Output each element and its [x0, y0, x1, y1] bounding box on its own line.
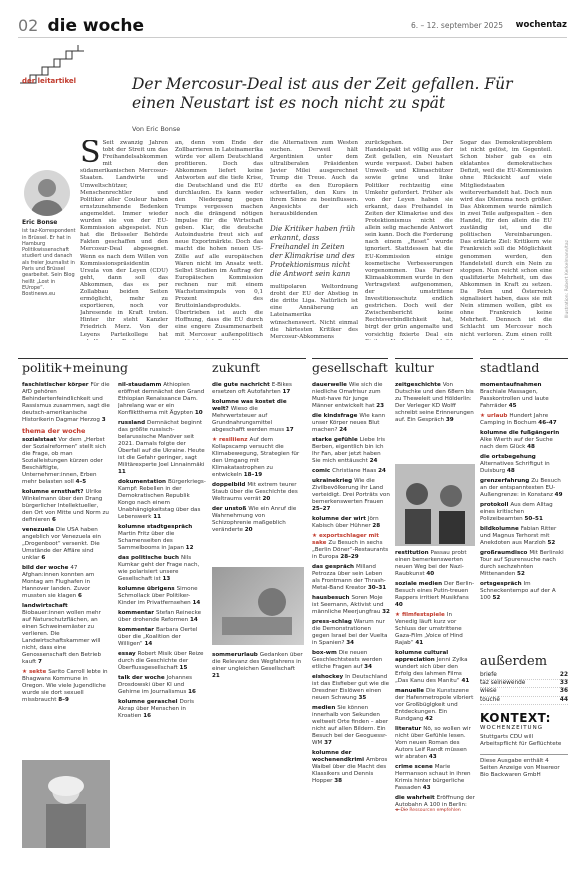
toc-item-page: 10 [194, 410, 203, 416]
toc-item-title: faschistischer körper [22, 382, 91, 388]
toc-item-text: Vor dem „Herbst der Sozialreformen“ stellt sich die Frage, ob man Sozialleistungen kürzen oder Beschäftigte, Unternehmer:innen, Erben mehr belasten soll [22, 437, 107, 485]
section-zukunft[interactable]: zukunft [212, 360, 260, 375]
toc-item-text: Biobauer:innen wollen mehr auf Naturschutzflächen, an einen Schweinemäster zu verlieren. Die Landwirtschaftskammer will nicht, dass eine Genossenschaft den Betrieb kauft [22, 610, 101, 665]
toc-item[interactable] [22, 437, 110, 486]
toc-item-text: Stefan Reinecke über drohende Reformen [118, 610, 202, 623]
toc-item-title: crime scene [395, 764, 435, 770]
brand-logo: wochentaz [515, 20, 567, 30]
toc-item-page: 4–5 [75, 479, 87, 485]
toc-item-title: ★ filmfestspiele [395, 612, 447, 618]
toc-item-text: Sarito Carroll lebte in Bhagwans Kommune in Oregon. Wie viele Jugendliche wurde sie dort sexuell missbraucht [22, 669, 108, 703]
toc-item-title: die kindsfrage [312, 413, 360, 419]
page-number: 02 [18, 16, 39, 35]
toc-item-title: russland [118, 420, 148, 426]
toc-item[interactable] [395, 612, 475, 647]
toc-item[interactable] [312, 750, 390, 785]
toc-item-text: Nils Kumkar geht der Frage nach, wie polarisiert unsere Gesellschaft ist [118, 555, 200, 582]
toc-item-page: 52 [547, 540, 556, 546]
toc-item-page: 24 [339, 427, 348, 433]
kontext-subtitle: WOCHENZEITUNG [480, 724, 543, 731]
toc-item-title: die gute nachricht [212, 382, 272, 388]
toc-item-title: kolumne der wirt [312, 516, 368, 522]
toc-item[interactable] [480, 526, 568, 547]
toc-item-text: Wie ein Anruf die Wahrnehmung von Schizophrenie maßgeblich veränderte [212, 506, 297, 533]
toc-item-text: Wie die Zivilbevölkerung ihr Land verteidigt. Drei Porträts von bemerkenswerten Frauen [312, 478, 390, 505]
index-label: taz seinewende [480, 680, 526, 687]
toc-item-page: 43 [422, 785, 431, 791]
politik-column-1 [22, 382, 110, 822]
toc-item-page: 28–29 [340, 554, 359, 560]
toc-item[interactable] [118, 586, 206, 607]
toc-item[interactable] [118, 627, 206, 648]
toc-item-title: momentaufnahmen [480, 382, 542, 388]
index-row[interactable] [480, 680, 568, 688]
toc-item[interactable] [312, 516, 390, 530]
toc-item[interactable] [480, 413, 568, 427]
toc-item-page: 30–31 [367, 585, 387, 591]
article-body [80, 140, 552, 340]
toc-item[interactable] [312, 619, 390, 647]
toc-item-page: 45 [508, 403, 517, 409]
toc-item-page: 17 [282, 389, 291, 395]
toc-item[interactable] [118, 610, 206, 624]
toc-item-page: 34 [364, 664, 372, 670]
politik-image [22, 760, 110, 848]
toc-item-page: 40 [395, 602, 403, 608]
insert-note: Diese Ausgabe enthält 4 Seiten Anzeige von Misereor Bio Backwaren GmbH [480, 754, 568, 779]
toc-item-title: ukrainekrieg [312, 478, 355, 484]
toc-item[interactable] [22, 527, 110, 562]
toc-item[interactable] [395, 764, 475, 792]
toc-item-title: restitution [395, 550, 431, 556]
toc-item-page: 42 [425, 716, 433, 722]
toc-item-text: Zu Besuch in sechs „Berlin Döner“-Restaurants in Europa [312, 540, 389, 560]
toc-item-text: Ulrike Winkelmann über den Drang bürgerlicher Intellektueller, den Ort von Mitte und Norm zu definieren [22, 489, 109, 523]
article-text-3b: multipolaren Weltordnung droht der EU der Abstieg in die dritte Liga. Natürlich ist eine Annäherung an Lateinamerika wünschenswert. Nicht einmal die härtesten Kritiker des Mercosur-Abkommens [270, 284, 358, 340]
toc-item-text: In Venedig läuft kurz vor Schluss der umstrittene Gaza-Film „Voice of Hind Rajab“ [395, 612, 463, 646]
toc-item[interactable] [22, 603, 110, 666]
toc-item-title: großraumdisco [480, 550, 530, 556]
toc-item-page: 13 [162, 576, 171, 582]
toc-item-page: 20 [262, 496, 271, 502]
toc-item-title: medien [312, 705, 338, 711]
toc-item[interactable] [395, 726, 475, 761]
toc-item-text: Aus dem Alltag eines kritischen Polizeibeamten [480, 502, 553, 522]
toc-item-text: Robert Misik über Reize durch die Geschichte der Überflussgesellschaft [118, 651, 204, 671]
toc-item-title: ortsgespräch [480, 581, 524, 587]
toc-item[interactable] [22, 565, 110, 600]
stadtland-column [480, 382, 568, 642]
toc-item[interactable] [312, 437, 390, 465]
toc-item[interactable] [395, 382, 475, 424]
toc-item-title: kommentar [118, 627, 157, 633]
issue-date: 6. – 12. september 2025 [410, 21, 503, 30]
thema-label: thema der woche [22, 427, 86, 435]
toc-item-page: 24 [378, 468, 386, 474]
index-label: touché [480, 696, 500, 703]
toc-item-title: hausbesuch [312, 595, 352, 601]
toc-item[interactable] [212, 382, 304, 396]
leitartikel-kicker: der leitartikel [22, 77, 77, 85]
toc-item-title: sommerurlaub [212, 652, 260, 658]
author-box [22, 220, 76, 298]
toc-item-title: press-schlag [312, 619, 354, 625]
toc-item-page: 12 [185, 545, 194, 551]
toc-item-title: der unstoß [212, 506, 249, 512]
article-text-4: zurückgehen. Der Handelspakt ist völlig aus der Zeit gefallen, ein Neustart wurde verpasst. Dabei haben Umwelt- und Klimaschützer sowie grüne und linke Politiker rechtzeitig eine Umkehr gefordert. Früher als von der Leyen haben sie erkannt, dass Freihandel in Zeiten der Klimakrise und des Protektionismus nicht die allein selig machende Antwort sein kann. Doch die Forderung nach einem „Reset“ wurde ignoriert. Stattdessen hat die EU-Kommission einige kosmetische Verbesserungen vorgenommen. Das Pariser Klimaabkommen wurde in den Vertragstext aufgenommen, der umstrittene Investitionsschutz endlich gestrichen. Doch weil der Zwischenbericht keine Rechtsverbindlichkeit hat, birgt der grün angemalte und vorsichtig fixierte Deal ein [365, 140, 453, 338]
zukunft-column-2 [212, 652, 304, 712]
toc-item-text: Gedanken über die Relevanz des Wegfahrens in einer ungleichen Gesellschaft [212, 652, 303, 672]
toc-item[interactable] [22, 382, 110, 424]
toc-item-title: ★ sekte [22, 669, 49, 675]
toc-item[interactable] [480, 478, 568, 499]
toc-item-title: bildkolumne [480, 526, 521, 532]
kultur-column-1 [395, 382, 475, 462]
toc-item[interactable] [395, 650, 475, 685]
toc-item-text: Alternatives Schriftgut in Duisburg [480, 461, 550, 474]
toc-item-text: Die USA haben angeblich vor Venezuela ein „Drogenboot“ versenkt. Die Umstände der Affäre sind unklar [22, 527, 101, 561]
toc-item[interactable] [395, 688, 475, 723]
kontext-logo: KONTEXT: [480, 710, 551, 725]
toc-item-text: Wieso die Mehrwertsteuer auf Grundnahrungsmittel abgeschafft werden muss [212, 406, 286, 433]
toc-item-page: 18–19 [243, 472, 263, 478]
toc-item-text: Martin Fritz über die Schamenseiten des Sammelbooms in Japan [118, 531, 186, 551]
toc-item-title: kolumne geraschel [118, 699, 180, 705]
toc-item-text: Sie können innerhalb von Sekunden weltweit Orte finden – aber nicht auf allen Bildern. Ein Besuch bei der Geoguessr-WM [312, 705, 389, 746]
toc-item-page: 43 [428, 754, 437, 760]
toc-item[interactable] [480, 454, 568, 475]
toc-item-text: Auf dem Kollapscamp versucht die Klimabewegung, Strategien für den Umgang mit Klimakatastrophen zu entwickeln [212, 437, 300, 478]
toc-item-title: sozialstaat [22, 437, 59, 443]
toc-item[interactable] [118, 699, 206, 720]
toc-item-text: Im Schneckentempo auf der A 100 [480, 581, 556, 601]
toc-item-page: 11 [118, 469, 126, 475]
section-title: die woche [47, 16, 144, 36]
toc-item-page: 41 [461, 678, 470, 684]
toc-item-page: 25–27 [312, 506, 331, 512]
index-page: 36 [559, 688, 568, 695]
toc-item-title: essay [118, 651, 138, 657]
toc-item-page: 14 [189, 617, 198, 623]
toc-item-text: Brachiale Massagen, Passkontrollen und laute Fahrräder [480, 389, 549, 409]
toc-item[interactable] [118, 420, 206, 476]
toc-item-title: kolumne stadtgespräch [118, 524, 193, 530]
toc-item-page: 52 [517, 571, 525, 577]
toc-item-page: 20 [244, 527, 253, 533]
toc-item-text: Passau probt einen bemerkenswerten neuen Weg bei der Nazi-Raubkunst [395, 550, 467, 577]
toc-item-title: kolumne ernsthaft? [22, 489, 86, 495]
toc-item-page: 46–47 [538, 420, 557, 426]
toc-item-text: Von Dutschke und den 68ern bis zu Theweleit und Hölderlin: Der Verleger KD Wolff schreibt seine Erinnerungen auf. Ein Gespräch [395, 382, 474, 423]
toc-item-title: ★ exportschlager mit sake [312, 533, 379, 546]
toc-item-title: kolumne was kostet die welt? [212, 399, 287, 412]
toc-item-title: bild der woche [22, 565, 71, 571]
ausserdem-box [480, 650, 568, 782]
article-text-1: Seit zwanzig Jahren tobt der Streit um das Freihandelsabkommen mit den südamerikanischen Mercosur-Staaten. Landwirte und Umweltschützer, Menschenrechtler und Politiker aller Couleur haben ernstzunehmende Bedenken angemeldet. Immer wieder wurden sie von der EU-Kommission abgespeist. Nun hat die Brüsseler Behörde Fakten geschaffen und den Mercosur-Deal abgesegnet. Wenn es nach dem Willen von Kommissionspräsidentin Ursula von der Leyen (CDU) geht, dann soll das Abkommen, das es per Zollabbau beiden Seiten ermöglicht, mehr zu exportieren, noch vor Jahresende in Kraft treten. Hinter ihr steht Kanzler Friedrich Merz. Von der Leyens Parteikollege hat [80, 140, 168, 338]
toc-item-title: das politische buch [118, 555, 181, 561]
section-gesellschaft[interactable]: gesellschaft [312, 360, 388, 375]
toc-item-page: 52 [492, 595, 501, 601]
page-header [18, 16, 567, 38]
toc-item-text: Soren Moje ist Seemann, Aktivist und männliche Meerjungfrau [312, 595, 384, 615]
toc-item-page: 28 [372, 523, 381, 529]
article-text-5: Sogar das Demokratieproblem ist nicht gelöst, im Gegenteil. Schon bisher gab es ein eklatantes demokratisches Defizit, weil die EU-Kommission ohne Rücksicht auf viele Mitgliedstaaten weiterverhandelt hat. Doch nun wird das Dilemma noch größer. Das Abkommen wurde nämlich in zwei Teile aufgespalten – den Handel, für den allein die EU zuständig ist, und die politischen Vereinbarungen. Das erklärte Ziel: Kritikern wie Frankreich soll die Möglichkeit genommen werden, den Handelsteil durch ein Nein zu stoppen. Nun reicht schon eine qualifizierte Mehrheit, um das Abkommen in Kraft zu setzen. Da Polen und Österreich signalisiert haben, dass sie mit Nein stimmen wollen, gibt es ohne Frankreich keine Mehrheit. Dennoch ist die Schlacht um Mercosur noch nicht verloren. Zum einen rollt [460, 140, 552, 338]
toc-item-page: 40 [426, 571, 435, 577]
toc-item-page: 24 [369, 458, 378, 464]
toc-item[interactable] [395, 581, 475, 609]
toc-item-page: 6 [78, 593, 82, 599]
toc-item-title: kolumne die fußgängerin [480, 430, 560, 436]
toc-item-text: Wie sich die niedliche Omafrisur zum Must-have für junge Männer entwickelt hat [312, 382, 383, 409]
toc-item-text: Eröffnung der Autobahn A 100 in Berlin: [395, 795, 475, 808]
toc-item-text: Hundert Jahre Camping in Bochum [480, 413, 549, 426]
article-text-2: an, denn vom Ende der Zollbarrieren in Lateinamerika würde vor allem Deutschland profitieren. Doch das Abkommen liefert keine Antworten auf die tiefe Krise, die Deutschland und die EU durchlaufen. Es kann weder den Niedergang gegen Trumps vergessen machen noch die drängend nötigen Impulse für die Wirtschaft geben. Klar, die deutsche Autoindustrie freut sich auf neue Exportmärkte. Doch das macht die hohen neuen US-Zölle auf alle europäischen Waren nicht im Ansatz wett. Selbst Studien im Auftrag der Europäischen Kommission rechnen nur mit einem Wachstumsimpuls von 0,1 Prozent des Bruttoinlandsprodukts. Übertrieben ist auch die Hoffnung, dass die EU durch eine engere Zusammenarbeit mit Mercosur außenpolitisch [175, 140, 263, 338]
toc-item[interactable] [22, 489, 110, 524]
toc-item-title: ★ urlaub [480, 413, 510, 419]
article-column-3 [270, 140, 358, 340]
toc-item-text: E-Bikes ersetzen oft Autofahrten [212, 382, 292, 395]
toc-item-page: 49 [554, 492, 563, 498]
toc-item-title: grenzerfahrung [480, 478, 532, 484]
toc-item[interactable] [480, 430, 568, 451]
toc-item[interactable] [312, 413, 390, 434]
article-column-2 [175, 140, 263, 340]
toc-item-title: kommentar [118, 610, 157, 616]
toc-item-text: Marie Hermanson schaut in ihren Krimis hinter bürgerliche Fassaden [395, 764, 471, 791]
section-kultur[interactable]: kultur [395, 360, 434, 375]
article-text-3a: die Alternativen zum Westen suchen. Derweil hält Argentinien unter dem ultraliberalen Präsidenten Javier Milei ausgerechnet Trump die Treue. Auch da dürfte es den Europäern schwerfallen, den Kurs in ihrem Sinne zu beeinflussen. Angesichts der sich herausbildenden [270, 140, 358, 217]
toc-item[interactable] [312, 564, 390, 592]
toc-item-title: protokoll [480, 502, 511, 508]
section-politik[interactable]: politik+meinung [22, 360, 128, 375]
author-portrait [24, 170, 70, 216]
toc-item[interactable] [312, 674, 390, 702]
toc-item[interactable] [312, 468, 390, 475]
kultur-image [395, 464, 475, 546]
toc-item-page: 48 [506, 468, 515, 474]
toc-item-title: die wahrheit [395, 795, 437, 801]
toc-item-text: Nö, so wollen wir nicht über Gefühle lesen. Vom neuen Roman des Autors Leif Randt müssen wir abraten [395, 726, 471, 760]
toc-item-title: eishockey [312, 674, 346, 680]
leitartikel-headline[interactable]: Der Mercosur-Deal ist aus der Zeit gefallen. Für einen Neustart ist es noch nicht zu spät [132, 75, 513, 112]
ausserdem-title: außerdem [480, 654, 548, 669]
toc-item-page: 37 [324, 740, 332, 746]
toc-item-page: 3 [101, 417, 106, 423]
toc-item-text: 47 Afghan:innen konnten am Montag am Flughafen in Hannover landen. Zuvor mussten sie klagen [22, 565, 95, 599]
article-column-5 [460, 140, 552, 340]
toc-item[interactable] [480, 502, 568, 523]
section-stadtland[interactable]: stadtland [480, 360, 540, 375]
toc-item-title: ★ resiliienz [212, 437, 250, 443]
author-box-name: Eric Bonse [22, 219, 58, 226]
index-row[interactable] [480, 672, 568, 680]
toc-item-page: 32 [382, 609, 390, 615]
toc-item-page: 48 [527, 444, 535, 450]
politik-column-2 [118, 382, 206, 822]
toc-item-title: das gespräch [312, 564, 356, 570]
toc-item-page: 50–51 [524, 516, 543, 522]
toc-item[interactable] [212, 652, 304, 680]
toc-item-text: Mit extrem teurer Staub über die Geschichte des Weltraums verrät [212, 482, 298, 502]
index-row[interactable] [480, 697, 568, 705]
toc-item-text: In Deutschland ist das Eisfieber gut wie die Dresdner Eislöwen einen neuen Schwung [312, 674, 390, 701]
toc-item[interactable] [118, 651, 206, 672]
author-box-text: ist taz-Korrespondent in Brüssel. Er hat in Hamburg Politikwissenschaft studiert und danach als freier Journalist in Paris und Brüssel gearbeitet. Sein Blog heißt „Lost in EUrope“. Bostinews.eu [22, 228, 76, 298]
toc-item[interactable] [212, 482, 304, 503]
toc-item-text: Fabian Ritter und Magnus Terhorst mit Anekdoten aus Marzloh [480, 526, 557, 546]
toc-item-title: zeitgeschichte [395, 382, 443, 388]
toc-item-page: 23 [376, 403, 384, 409]
gesellschaft-column [312, 382, 390, 822]
toc-item-page: 35 [358, 695, 367, 701]
toc-item-page: 16 [143, 713, 152, 719]
byline: Von Eric Bonse [132, 125, 181, 133]
kultur-column-2 [395, 550, 475, 810]
toc-item-page: 8–9 [58, 697, 69, 703]
toc-item-text: Alke Wierth auf der Suche nach dem Glück [480, 437, 553, 450]
toc-item-text: Jenni Zylka wundert sich über den Erfolg des lahmen Films „Das Kanu des Manitu“ [395, 657, 468, 684]
toc-item-text: Äthiopien eröffnet demnächst den Grand Ethiopian Renaissance Dam. Jahrelang war er ein Konfliktthema mit Ägypten [118, 382, 205, 416]
toc-item-text: Doris Akrap über Menschen in Kroatien [118, 699, 194, 719]
toc-item-text: Zu Besuch an der entspanntesten EU-Außengrenze: in Konstanz [480, 478, 561, 498]
toc-item-title: dokumentation [118, 479, 168, 485]
toc-item[interactable] [312, 382, 390, 410]
toc-item-title: comic [312, 468, 333, 474]
toc-item-title: starke gefühle [312, 437, 360, 443]
toc-item-title: dauerwelle [312, 382, 349, 388]
toc-item-page: 16 [188, 689, 196, 695]
toc-item-text: Warum nur die Demonstrationen gegen Israel bei der Vuelta in Spanien? [312, 619, 388, 646]
toc-item[interactable] [480, 581, 568, 602]
toc-item-title: manuelle [395, 688, 426, 694]
toc-item-page: 39 [445, 417, 454, 423]
toc-item-text: Demnächst beginnt das größte russisch-belarussische Manöver seit 2021. Damals folgte der Überfall auf die Ukraine. Heute ist die Gefahr geringer, sagt Militärexperte Joel Linnainmäki [118, 420, 205, 468]
toc-item[interactable] [395, 550, 475, 578]
toc-item-page: 14 [192, 600, 201, 606]
toc-item-text: Für die AfD gehören Behindertenfeindlichkeit und Rassismus zusammen, sagt die deutsch-amerikanische Historikerin Dagmar Herzog [22, 382, 110, 423]
toc-item-page: 7 [37, 659, 42, 665]
toc-item[interactable] [118, 382, 206, 417]
toc-item-page: 17 [285, 427, 294, 433]
pull-quote: Die Kritiker haben früh erkannt, dass Freihandel in Zeiten der Klimakrise und des Protektionismus nicht die Antwort sein kann [270, 224, 356, 279]
toc-item[interactable] [118, 675, 206, 696]
toc-item-text: Christiane Haas [332, 468, 379, 474]
toc-item[interactable] [212, 399, 304, 434]
toc-item-text: Bürgerkriegs-Kampf: Rebellen in der Demokratischen Republik Kongo nach einem Unabhängigkeitstag über das Lebenswerk [118, 479, 206, 520]
toc-item-title: die ortsbegehung [480, 454, 536, 460]
index-label: wiese [480, 688, 497, 695]
article-column-1: S Seit zwanzig Jahren tobt der Streit um das Freihandelsabkommen mit den südamerikanischen Mercosur-Staaten. Landwirte und Umweltschützer, Menschenrechtler und Politiker aller Couleur haben ernstzunehmende Bedenken angemeldet. Immer wieder wurden sie von der EU-Kommission abgespeist. Nun hat die Brüsseler Behörde Fakten geschaffen und den Mercosur-Deal abgesegnet. Wenn es nach dem Willen von Kommissionspräsidentin Ursula von der Leyen (CDU) geht, dann soll das Abkommen, das es per Zollabbau beiden Seiten ermöglicht, mehr zu exportieren, noch vor Jahresende in Kraft treten. Hinter ihr steht Kanzler Friedrich Merz. Von der Leyens Parteikollege hat [80, 140, 168, 340]
toc-item-page: 15 [179, 665, 188, 671]
footnote: ★ Die Ressourcen empfehlen [395, 808, 461, 813]
toc-item[interactable] [212, 506, 304, 534]
toc-item[interactable] [118, 479, 206, 521]
index-page: 44 [559, 696, 568, 703]
toc-item-title: soziale medien [395, 581, 445, 587]
photo-credit: Illustration: Robert Kerkelmann/taz [565, 240, 570, 319]
toc-item[interactable] [22, 669, 110, 704]
toc-item-title: kolumne übrigens [118, 586, 177, 592]
toc-item-text: Barbara Oertel über die „Koalition der Willigen“ [118, 627, 198, 647]
toc-item-text: Liebe Iris Berben, eigentlich bin ich Ihr Fan, aber jetzt haben Sie mich enttäuscht [312, 437, 386, 464]
kontext-text: Stuttgarts CDU will Arbeitspflicht für Geflüchtete [480, 733, 562, 747]
index-page: 33 [559, 680, 568, 687]
toc-item-page: 11 [153, 514, 162, 520]
toc-item-page: 38 [334, 778, 343, 784]
toc-item-title: talk der woche [118, 675, 167, 681]
toc-item[interactable] [312, 650, 390, 671]
toc-item-title: nil-staudamm [118, 382, 164, 388]
toc-item-text: Mit Berlinski Tour auf Spurensuche nach durch sechzehnten Mittenanden [480, 550, 564, 577]
toc-item-text: Simone Schmollack über Politiker-Kinder im Privatfernsehen [118, 586, 198, 606]
toc-item[interactable] [118, 555, 206, 583]
toc-item-title: venezuela [22, 527, 56, 533]
index-row[interactable] [480, 688, 568, 696]
toc-item-title: box-wm [312, 650, 339, 656]
toc-item-text: Der Berlin-Besuch eines Putin-treuen Rappers irritiert Musikfans [395, 581, 475, 601]
toc-item[interactable] [312, 478, 390, 513]
toc-item-page: 41 [415, 640, 424, 646]
zukunft-column [212, 382, 304, 562]
toc-item-page: 6 [41, 555, 46, 561]
toc-item[interactable] [480, 382, 568, 410]
toc-item-page: 34 [346, 640, 355, 646]
toc-item[interactable] [312, 705, 390, 747]
toc-item-title: kolumne der wochenendkrimi [312, 750, 366, 763]
toc-item-text: Jörn Kabisch über Hühner [312, 516, 379, 529]
toc-item-text: Johannes Drosdowski über KI und Gehirne im Journalismus [118, 675, 193, 695]
toc-item-text: Wie kann unser Körper neues Blut machen? [312, 413, 386, 433]
toc-item[interactable] [118, 524, 206, 552]
toc-item[interactable] [480, 550, 568, 578]
toc-item-page: 6 [52, 517, 56, 523]
toc-item-page: 14 [144, 641, 153, 647]
index-page: 22 [559, 672, 568, 678]
toc-item-text: Milland Petrozza über sein Leben als Frontmann der Thrash-Metal-Band Kreator [312, 564, 386, 591]
toc-item-text: Die neuen Geschlechtstests werden etliche Fragen auf [312, 650, 383, 670]
toc-item-text: Die Kunstszene der Hafenmetropole vibriert vor Großbüglgkeit und Entdeckungen. Ein Rundgang [395, 688, 474, 722]
toc-item-title: literatur [395, 726, 424, 732]
article-column-4 [365, 140, 453, 340]
toc-item[interactable] [312, 533, 390, 561]
toc-item-page: 21 [212, 673, 220, 679]
index-label: briefe [480, 672, 497, 678]
zukunft-image [212, 567, 304, 645]
toc-item-title: doppelbild [212, 482, 248, 488]
toc-item-text: Ambros Waibel über die Macht des Klassikers und Dennis Hopper [312, 757, 388, 784]
toc-item[interactable] [312, 595, 390, 616]
toc-item-title: landwirtschaft [22, 603, 68, 609]
toc-item-title: kolumne cultural appreciation [395, 650, 449, 663]
toc-item[interactable] [212, 437, 304, 479]
